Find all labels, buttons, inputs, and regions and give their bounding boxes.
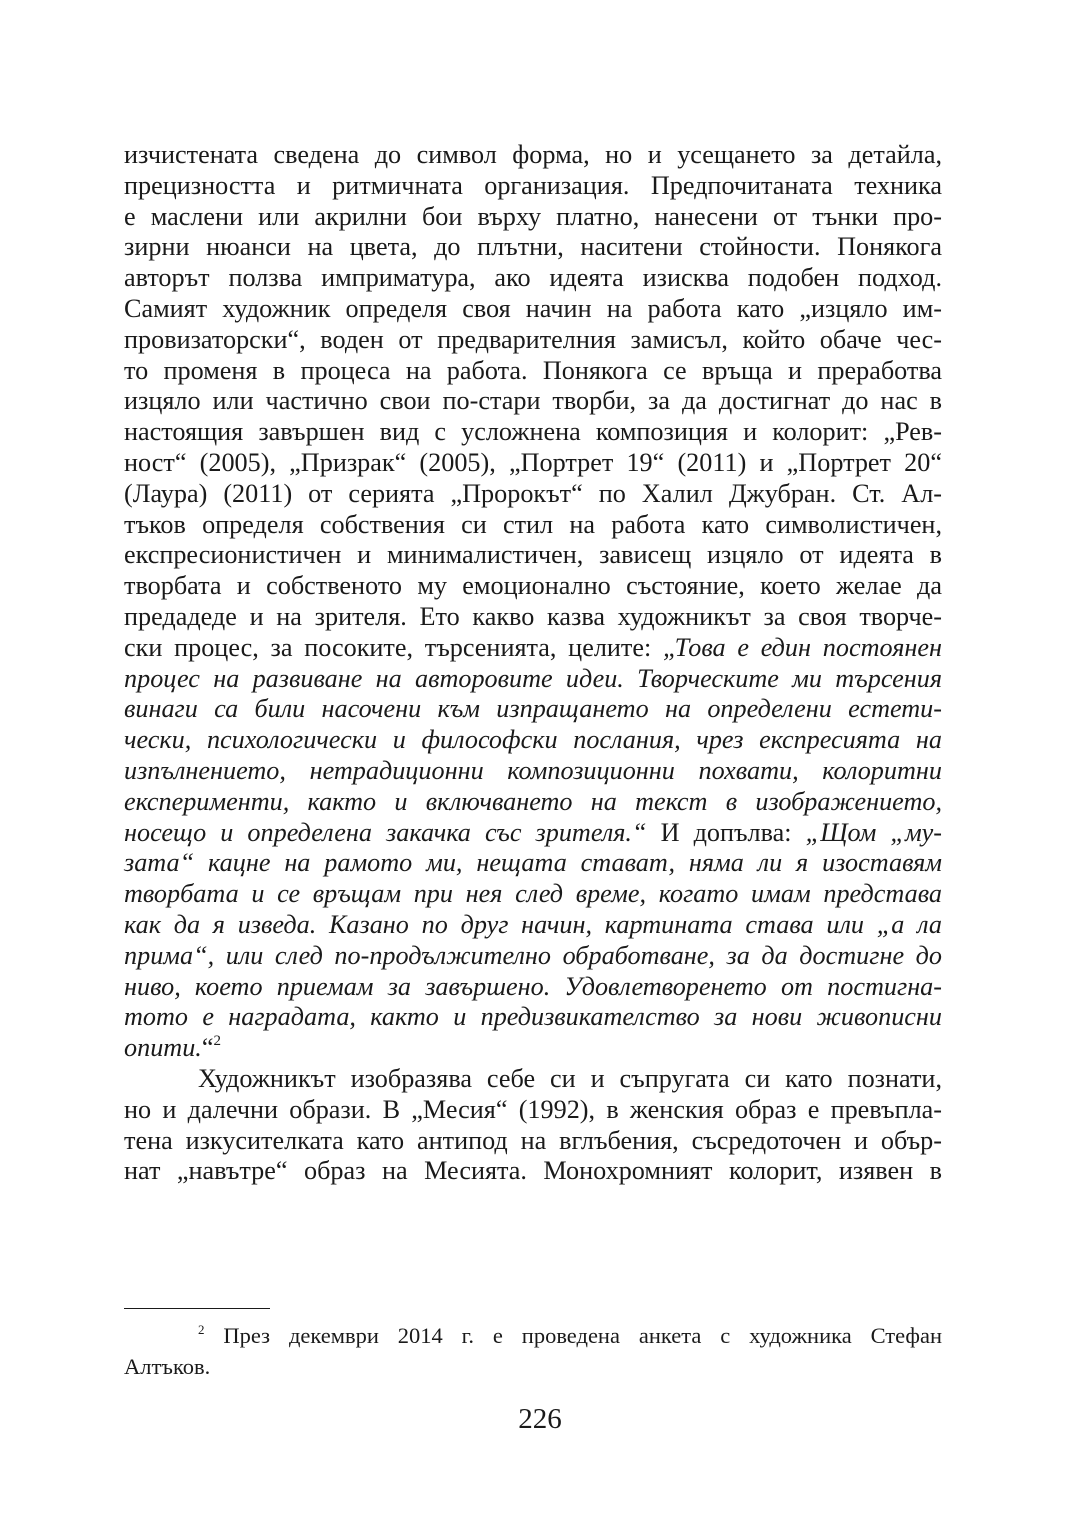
text-line: [124, 1095, 942, 1126]
text-line: [124, 171, 942, 202]
paragraph-text: авторът ползва импpиматура, ако идеята изисква подобен подход.: [124, 263, 942, 293]
paragraph-text: експресионистичен и минималистичен, зависещ изцяло от идеята в: [124, 540, 942, 570]
text-line: [124, 1002, 942, 1033]
paragraph-text: (Лаура) (2011) от серията „Пророкът“ по Халил Джубран. Ст. Ал-: [124, 478, 942, 508]
paragraph-text: творбата и собственото му емоционално състояние, което желае да: [124, 571, 942, 601]
paragraph-text: ски процес, за посоките, търсенията, целите:: [124, 632, 663, 662]
text-line: [124, 479, 942, 510]
footnote: [124, 1320, 942, 1382]
quote-text: „Това е един постоянен: [663, 632, 943, 662]
text-line: [124, 848, 942, 879]
footnote-text: През декември 2014 г. е проведена анкета с художника Стефан: [204, 1323, 942, 1348]
paragraph-text: Самият художник определя своя начин на работа като „изцяло им-: [124, 293, 942, 323]
quote-text: ниво, което приемам за завършено. Удовлетворенето от постигна-: [124, 971, 942, 1001]
text-line: [124, 1064, 942, 1095]
text-line: [124, 664, 942, 695]
text-line: [124, 417, 942, 448]
text-line: [124, 1126, 942, 1157]
paragraph-text: е маслени или акрилни бои върху платно, нанесени от тънки про-: [124, 201, 942, 231]
paragraph-text: изцяло или частично свои по-стари творби, за да достигнат до нас в: [124, 386, 942, 416]
page-number: 226: [518, 1403, 562, 1435]
text-line: [124, 756, 942, 787]
text-line: [124, 972, 942, 1003]
quote-text: творбата и се връщам при нея след време, когато имам представа: [124, 879, 942, 909]
quote-text: носещо и определена закачка със зрителя.“: [124, 817, 647, 847]
body-text: [124, 140, 942, 1187]
text-line: [124, 602, 942, 633]
quote-text: „Щом „му-: [805, 817, 943, 847]
quote-text: експерименти, както и включването на текст в изображението,: [124, 786, 942, 816]
footnote-reference: 2: [213, 1033, 221, 1050]
paragraph-text: тена изкусителката като антипод на вглъбения, съсредоточен и обър-: [124, 1125, 942, 1155]
text-line: [124, 356, 942, 387]
text-line: [124, 140, 942, 171]
footnote-line: [124, 1320, 942, 1351]
footnote-marker: 2: [198, 1322, 205, 1337]
text-line: [124, 325, 942, 356]
text-line: [124, 725, 942, 756]
paragraph-text: предадеде и на зрителя. Ето какво казва художникът за своя творче-: [124, 601, 942, 631]
text-line: [124, 633, 942, 664]
quote-text: зата“ кацне на рамото ми, нещата стават, няма ли я изоставям: [124, 848, 942, 878]
paragraph-text: Художникът изобразява себе си и съпругата си като познати,: [198, 1063, 942, 1093]
text-line: [124, 540, 942, 571]
text-line: [124, 510, 942, 541]
quote-text: винаги са били насочени към изпращането на определени естети-: [124, 694, 942, 724]
paragraph-text: то променя в процеса на работа. Понякога се връща и преработва: [124, 355, 942, 385]
paragraph-text: прецизността и ритмичната организация. Предпочитаната техника: [124, 170, 942, 200]
text-line: [124, 263, 942, 294]
quote-text: процес на развиване на авторовите идеи. Творческите ми търсения: [124, 663, 942, 693]
paragraph-text: настоящия завършен вид с усложнена композиция и колорит: „Рев-: [124, 417, 942, 447]
paragraph-text: нат „навътре“ образ на Месията. Монохромният колорит, изявен в: [124, 1156, 942, 1186]
text-line: [124, 787, 942, 818]
text-line: [124, 294, 942, 325]
text-line: [124, 941, 942, 972]
text-line: [124, 232, 942, 263]
quote-text: тото е наградата, както и предизвикателство за нови живописни: [124, 1002, 942, 1032]
paragraph-text: но и далечни образи. В „Месия“ (1992), в женския образ е превъпла-: [124, 1094, 942, 1124]
paragraph-text: “: [201, 1033, 214, 1063]
quote-text: чески, психологически и философски послания, чрез експресията на: [124, 725, 942, 755]
paragraph-text: ност“ (2005), „Призрак“ (2005), „Портрет 19“ (2011) и „Портрет 20“: [124, 447, 942, 477]
footnote-line: [124, 1351, 942, 1382]
text-line: [124, 386, 942, 417]
text-line: [124, 1156, 942, 1187]
quote-text: как да я изведа. Казано по друг начин, картината става или „а ла: [124, 909, 942, 939]
paragraph-text: провизаторски“, воден от предварителния замисъл, който обаче чес-: [124, 324, 942, 354]
text-line: [124, 910, 942, 941]
text-line: [124, 879, 942, 910]
paragraph-text: изчистената сведена до символ форма, но и усещането за детайла,: [124, 140, 942, 169]
text-line: [124, 694, 942, 725]
quote-text: прима“, или след по-продължително обработване, за да достигне до: [124, 940, 942, 970]
paragraph-text: тъков определя собствения си стил на работа като символистичен,: [124, 509, 942, 539]
text-line: [124, 1033, 942, 1064]
footnote-text: Алтъков.: [124, 1354, 211, 1379]
quote-text: опити.: [124, 1033, 202, 1063]
paragraph-text: И допълва:: [646, 817, 806, 847]
page-body: [124, 140, 942, 1187]
quote-text: изпълнението, нетрадиционни композиционни похвати, колоритни: [124, 755, 942, 785]
text-line: [124, 202, 942, 233]
text-line: [124, 818, 942, 849]
text-line: [124, 571, 942, 602]
footnote-separator: [124, 1308, 270, 1309]
text-line: [124, 448, 942, 479]
paragraph-text: зирни нюанси на цвета, до плътни, наситени стойности. Понякога: [124, 232, 942, 262]
